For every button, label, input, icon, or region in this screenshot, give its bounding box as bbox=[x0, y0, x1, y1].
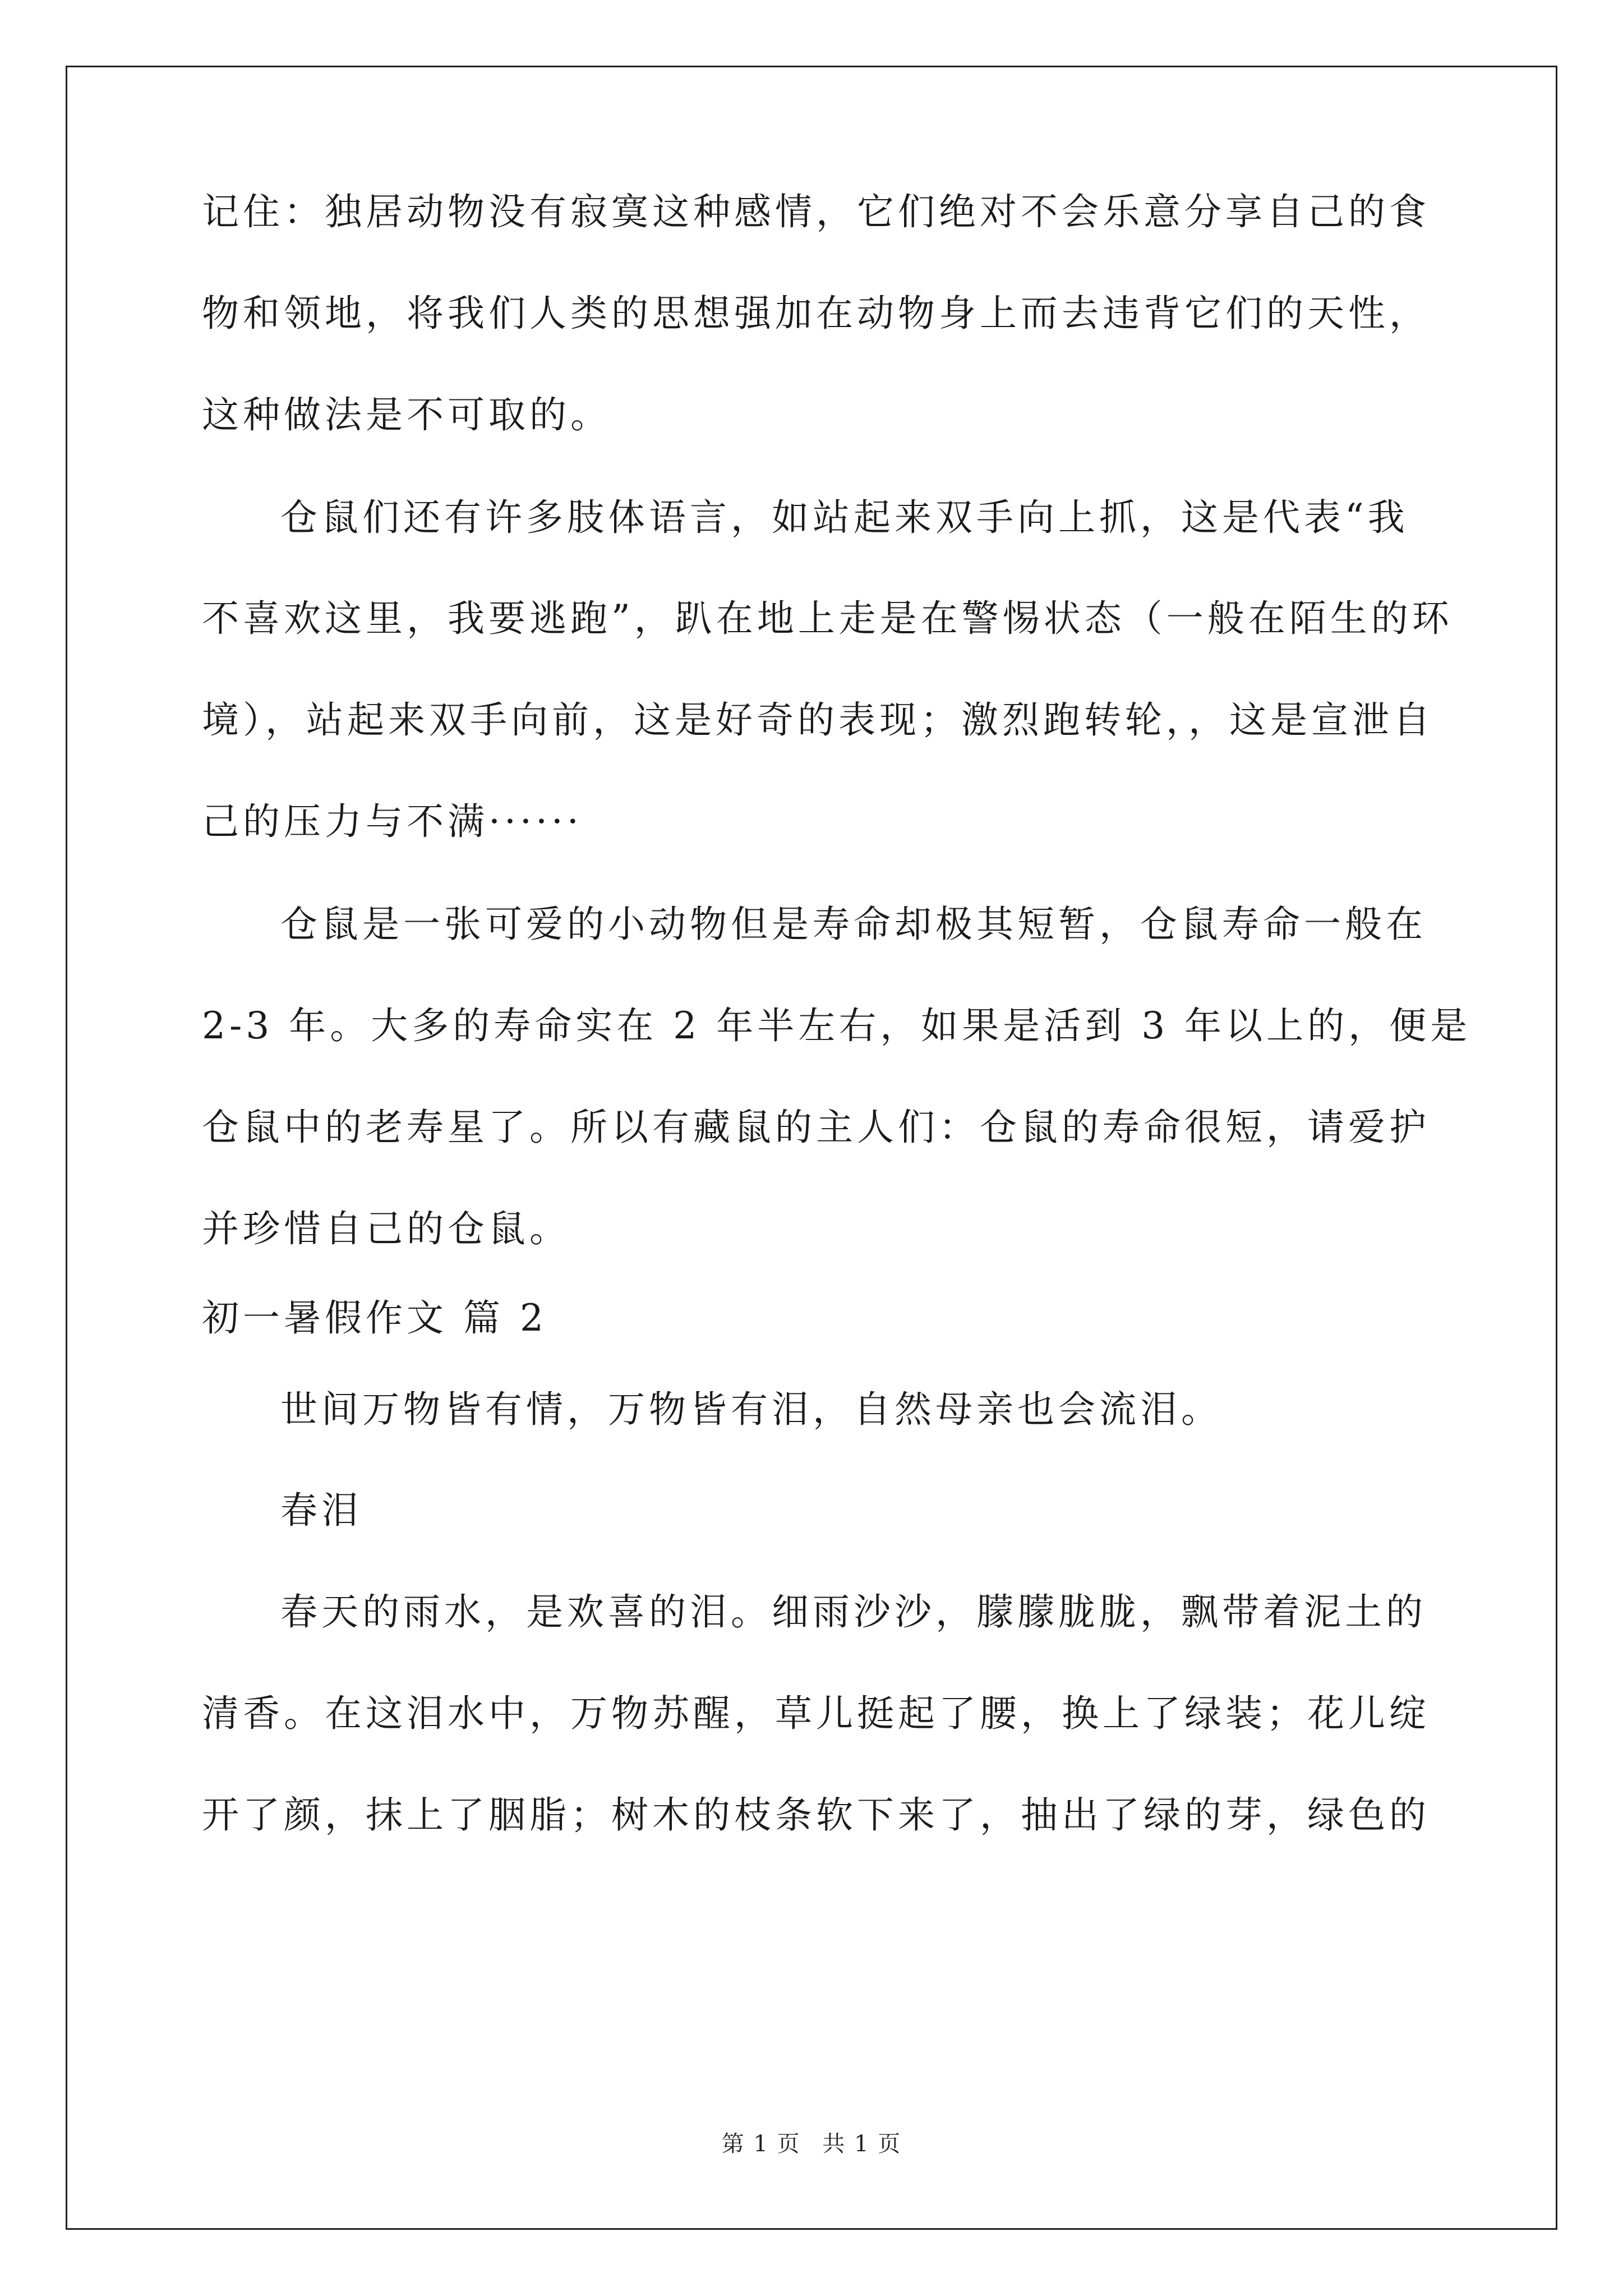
paragraph-line: 春天的雨水，是欢喜的泪。细雨沙沙，朦朦胧胧，飘带着泥土的 bbox=[280, 1590, 1427, 1634]
paragraph-line: 仓鼠们还有许多肢体语言，如站起来双手向上抓，这是代表“我 bbox=[280, 496, 1409, 539]
text-line: 不喜欢这里，我要逃跑”，趴在地上走是在警惕状态（一般在陌生的环 bbox=[202, 597, 1453, 640]
section-heading: 初一暑假作文 篇 2 bbox=[202, 1296, 547, 1340]
page-number: 第 1 页 bbox=[721, 2131, 801, 2157]
text-line: 记住：独居动物没有寂寞这种感情，它们绝对不会乐意分享自己的食 bbox=[202, 190, 1430, 233]
page-footer bbox=[0, 2126, 1623, 2158]
text-line: 清香。在这泪水中，万物苏醒，草儿挺起了腰，换上了绿装；花儿绽 bbox=[202, 1692, 1430, 1735]
text-line: 这种做法是不可取的。 bbox=[202, 393, 611, 436]
subheading: 春泪 bbox=[280, 1489, 362, 1532]
text-line: 并珍惜自己的仓鼠。 bbox=[202, 1207, 570, 1250]
total-pages: 共 1 页 bbox=[822, 2131, 902, 2157]
text-line: 仓鼠中的老寿星了。所以有藏鼠的主人们：仓鼠的寿命很短，请爱护 bbox=[202, 1106, 1430, 1149]
text-line: 己的压力与不满······ bbox=[202, 800, 583, 843]
paragraph-line: 仓鼠是一张可爱的小动物但是寿命却极其短暂，仓鼠寿命一般在 bbox=[280, 903, 1427, 946]
text-line: 物和领地，将我们人类的思想强加在动物身上而去违背它们的天性， bbox=[202, 292, 1430, 335]
text-line: 开了颜，抹上了胭脂；树木的枝条软下来了，抽出了绿的芽，绿色的 bbox=[202, 1793, 1430, 1837]
text-line: 境），站起来双手向前，这是好奇的表现；激烈跑转轮，，这是宣泄自 bbox=[202, 698, 1434, 742]
paragraph-line: 世间万物皆有情，万物皆有泪，自然母亲也会流泪。 bbox=[280, 1388, 1222, 1431]
text-line: 2-3 年。大多的寿命实在 2 年半左右，如果是活到 3 年以上的，便是 bbox=[202, 1004, 1472, 1047]
